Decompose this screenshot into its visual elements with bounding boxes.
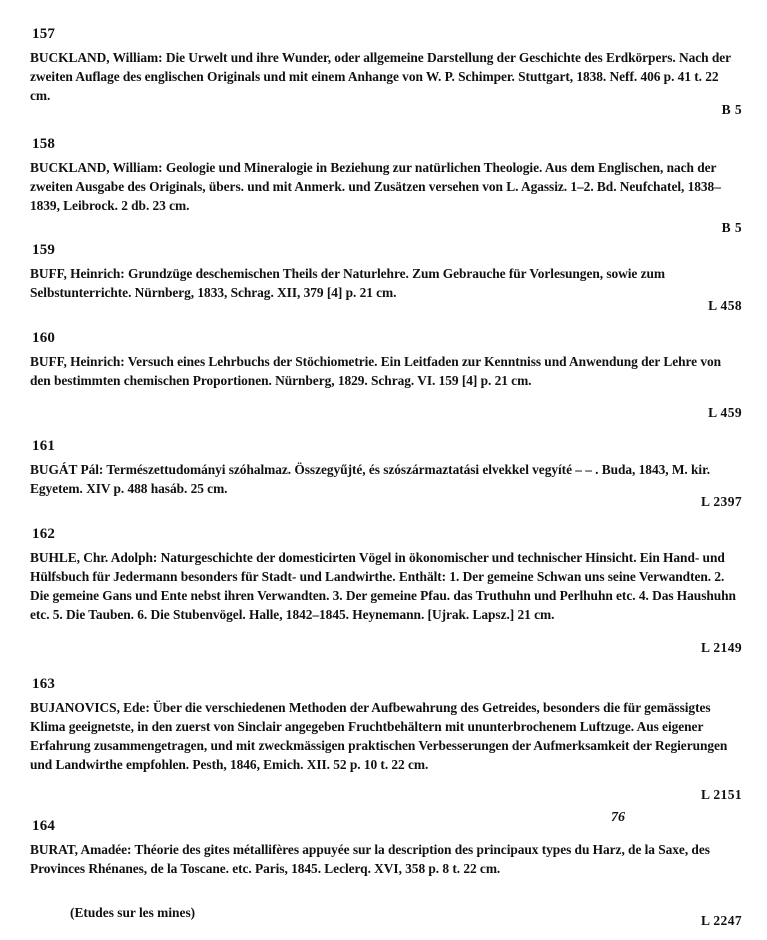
- catalog-entry-162: [30, 526, 742, 655]
- entry-body: Pál: Természettudományi szóhalmaz. Összegyűjté, és szószármaztatási elvekkel vegyíté – – . Buda, 1843, M. kir. Egyetem. XIV p. 488 hasáb. 25 cm.: [30, 462, 711, 496]
- entry-body: , Chr. Adolph: Naturgeschichte der domesticirten Vögel in ökonomischer und technischer Hinsicht. Ein Hand- und Hülfsbuch für Jedermann besonders für Stadt- und Landwirthe. Enthält: 1. Der gemeine Schwan uns seine Verwandten. 2. Die gemeine Gans und Ente nebst ihren Verwandten. 3. Der gemeine Pfau. das Truthuhn und Perlhuhn etc. 4. Das Haushuhn etc. 5. Die Tauben. 6. Die Stubenvögel. Halle, 1842–1845. Heynemann. [Ujrak. Lapsz.] 21 cm.: [30, 550, 736, 622]
- entry-author: BUCKLAND: [30, 50, 107, 65]
- entry-body: , Ede: Über die verschiedenen Methoden der Aufbewahrung des Getreides, besonders die für gemässigtes Klima geeignetste, in den zuerst von Sinclair angegeben Fruchtbehältern mit ununterbrochenem Luftzuge. Aus eigener Erfahrung zusammengetragen, und mit zweckmässigen praktischen Verbesserungen der Aufmerksamkeit der Regierungen und Landwirthe empfohlen. Pesth, 1846, Emich. XII. 52 p. 10 t. 22 cm.: [30, 700, 728, 772]
- entry-number: 157: [32, 26, 56, 42]
- entry-body: , Amadée: Théorie des gites métallifères appuyée sur la description des principaux types du Harz, de la Saxe, des Provinces Rhénanes, de la Toscane. etc. Paris, 1845. Leclerq. XVI, 358 p. 8 t. 22 cm.: [30, 842, 710, 876]
- catalog-entry-157: [30, 26, 742, 117]
- entry-author: BUGÁT: [30, 462, 78, 477]
- entry-shelfmark: L 2397: [700, 494, 742, 509]
- entry-description: [30, 548, 742, 624]
- entry-body: , William: Die Urwelt und ihre Wunder, oder allgemeine Darstellung der Geschichte des Erdkörpers. Nach der zweiten Auflage des englischen Originals und mit einem Anhange von W. P. Schimper. Stuttgart, 1838. Neff. 406 p. 41 t. 22 cm.: [30, 50, 731, 103]
- entry-body: , William: Geologie und Mineralogie in Beziehung zur natürlichen Theologie. Aus dem Englischen, nach der zweiten Ausgabe des Originals, übers. und mit Anmerk. und Zusätzen versehen von L. Agassiz. 1–2. Bd. Neufchatel, 1838–1839, Leibrock. 2 db. 23 cm.: [30, 160, 721, 213]
- entry-number: 164: [32, 818, 56, 834]
- catalog-entry-159: [30, 242, 742, 313]
- entry-shelfmark: B 5: [721, 220, 742, 235]
- entry-author: BUJANOVICS: [30, 700, 117, 715]
- entry-shelfmark: L 2151: [700, 787, 742, 802]
- catalog-entry-163: [30, 676, 742, 802]
- entry-author: BUCKLAND: [30, 160, 107, 175]
- entry-number: 161: [32, 438, 56, 454]
- entry-author: BUFF: [30, 266, 64, 281]
- entry-author: BURAT: [30, 842, 75, 857]
- entry-shelfmark: L 458: [708, 298, 742, 313]
- entry-number: 163: [32, 676, 56, 692]
- entry-body: , Heinrich: Versuch eines Lehrbuchs der Stöchiometrie. Ein Leitfaden zur Kenntniss und Anwendung der Lehre von den bestimmten chemischen Proportionen. Nürnberg, 1829. Schrag. VI. 159 [4] p. 21 cm.: [30, 354, 722, 388]
- entry-shelfmark: L 2247: [700, 913, 742, 928]
- catalog-entry-160: [30, 330, 742, 420]
- entry-description: [30, 158, 742, 215]
- entry-description: [30, 460, 742, 498]
- entry-number: 160: [32, 330, 56, 346]
- entry-series: (Etudes sur les mines): [70, 905, 196, 920]
- entry-number: 162: [32, 526, 56, 542]
- entry-shelfmark: L 2149: [700, 640, 742, 655]
- entry-shelfmark: L 459: [708, 405, 742, 420]
- entry-number: 158: [32, 136, 56, 152]
- entry-author: BUFF: [30, 354, 64, 369]
- entry-description: [30, 48, 742, 105]
- entry-description: [30, 840, 742, 878]
- handwritten-mark: 76: [611, 810, 625, 825]
- catalog-entry-158: [30, 136, 742, 235]
- entry-description: [30, 264, 742, 302]
- entry-description: [30, 352, 742, 390]
- entry-shelfmark: B 5: [721, 102, 742, 117]
- entry-body: , Heinrich: Grundzüge deschemischen Theils der Naturlehre. Zum Gebrauche für Vorlesungen, sowie zum Selbstunterrichte. Nürnberg, 1833, Schrag. XII, 379 [4] p. 21 cm.: [30, 266, 666, 300]
- catalog-entry-161: [30, 438, 742, 509]
- entry-description: [30, 698, 742, 774]
- catalog-entry-164: [30, 818, 742, 928]
- entry-author: BUHLE: [30, 550, 77, 565]
- entry-number: 159: [32, 242, 56, 258]
